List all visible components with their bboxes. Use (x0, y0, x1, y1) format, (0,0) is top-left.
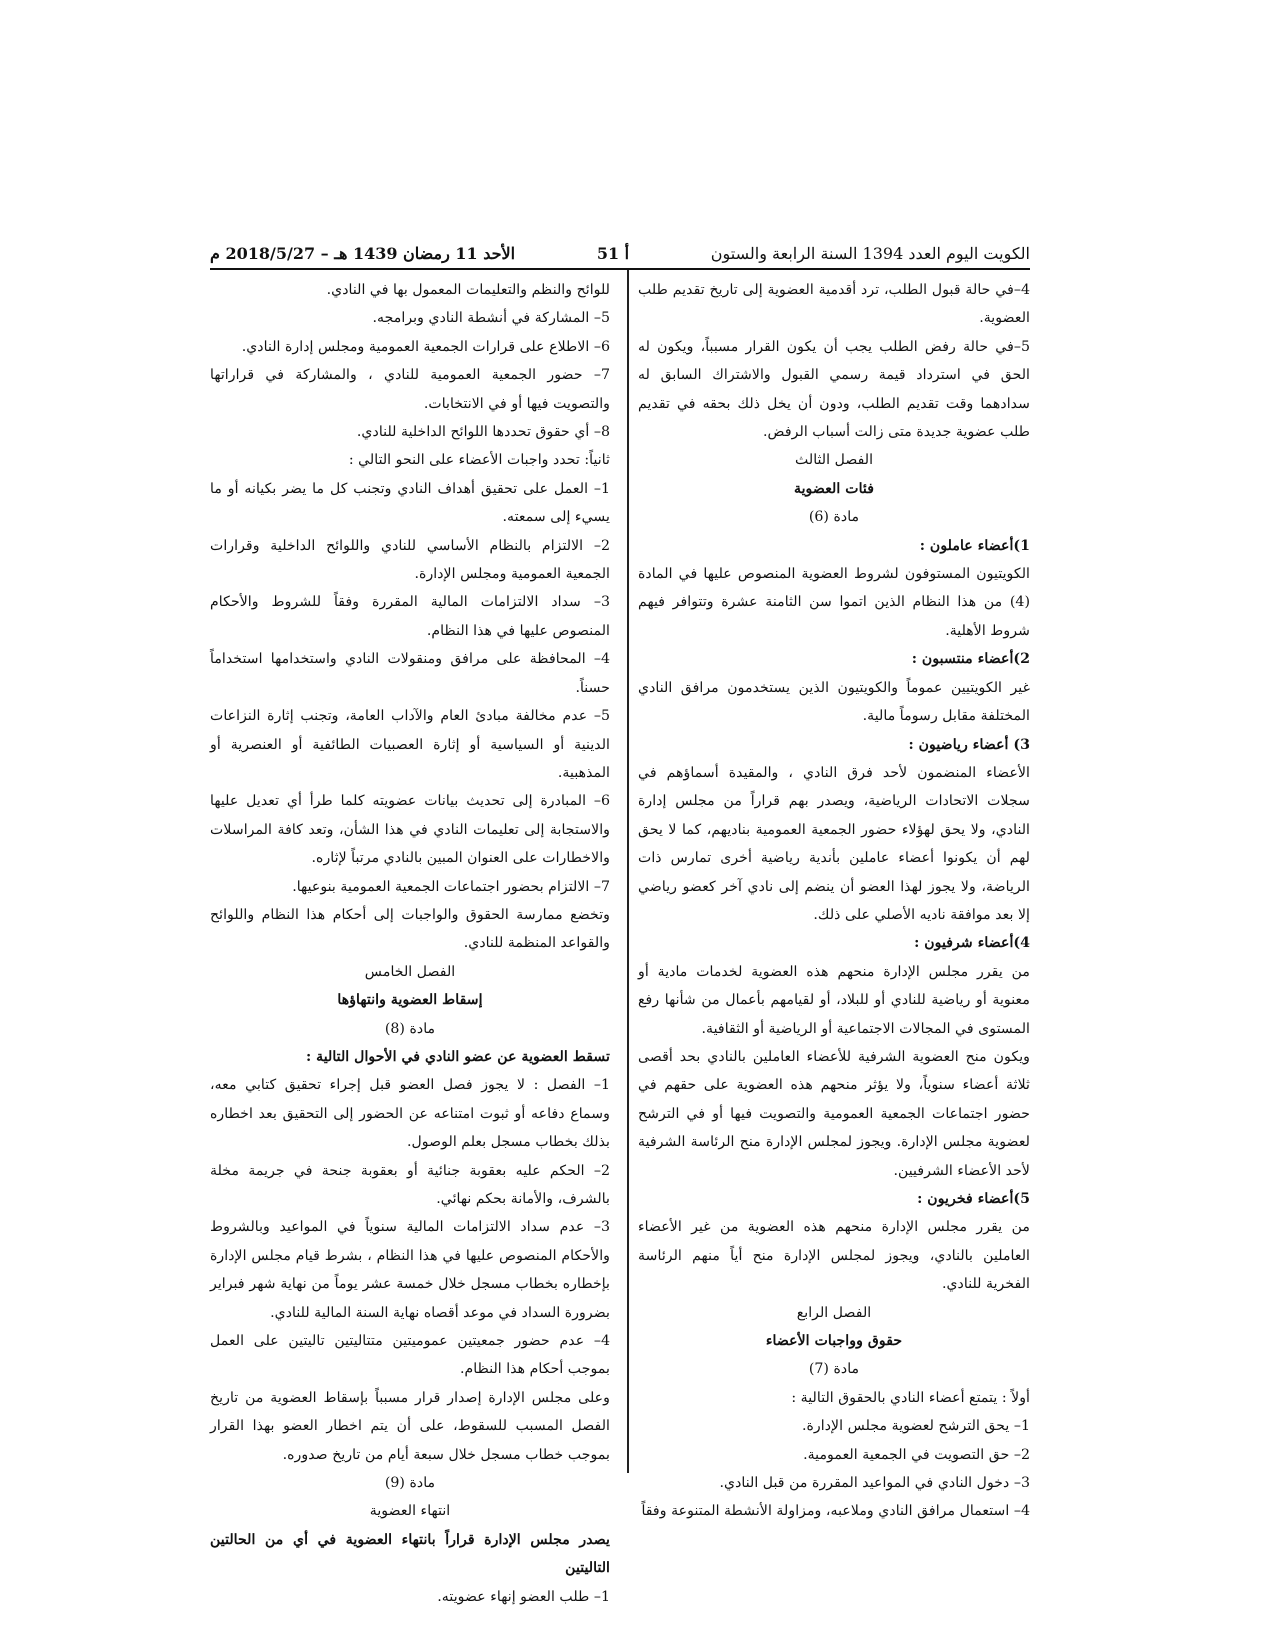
article-heading: مادة (7) (808, 1361, 860, 1378)
page-header (210, 238, 1030, 270)
list-item: 2– الالتزام بالنظام الأساسي للنادي واللوائح الداخلية وقرارات الجمعية العمومية ومجلس الإدارة. (210, 537, 610, 583)
paragraph: 4)أعضاء شرفيون : (914, 935, 1030, 952)
paragraph: وتخضع ممارسة الحقوق والواجبات إلى أحكام هذا النظام واللوائح والقواعد المنظمة للنادي. (210, 906, 610, 952)
list-item: 1– طلب العضو إنهاء عضويته. (437, 1588, 610, 1605)
header-gazette-info: الكويت اليوم العدد 1394 السنة الرابعة والستون (710, 243, 1030, 263)
list-item: 5– المشاركة في أنشطة النادي وبرامجه. (372, 310, 610, 327)
list-item: 1– العمل على تحقيق أهداف النادي وتجنب كل ما يضر بكيانه أو ما يسيء إلى سمعته. (210, 480, 610, 526)
section-title: انتهاء العضوية (369, 1503, 451, 1520)
paragraph: 1)أعضاء عاملون : (919, 537, 1030, 554)
list-item: 8– أي حقوق تحددها اللوائح الداخلية للنادي. (356, 424, 610, 441)
chapter-title: إسقاط العضوية وانتهاؤها (337, 992, 483, 1009)
paragraph: 3) أعضاء رياضيون : (908, 736, 1030, 753)
list-item: 2– حق التصويت في الجمعية العمومية. (803, 1446, 1030, 1463)
list-item: 1– الفصل : لا يجوز فصل العضو قبل إجراء تحقيق كتابي معه، وسماع دفاعه أو ثبوت امتناعه عن الحضور إلى التحقيق بعد اخطاره بذلك بخطاب مسجل بعلم الوصول. (210, 1077, 610, 1151)
paragraph: وعلى مجلس الإدارة إصدار قرار مسبباً بإسقاط العضوية من تاريخ الفصل المسبب للسقوط، على أن يتم اخطار العضو بهذا القرار بموجب خطاب مسجل خلال سبعة أيام من تاريخ صدوره. (210, 1389, 610, 1463)
list-item: 4– عدم حضور جمعيتين عموميتين متتاليتين تاليتين على العمل بموجب أحكام هذا النظام. (210, 1333, 610, 1378)
paragraph: للوائح والنظم والتعليمات المعمول بها في النادي. (326, 282, 610, 298)
column-divider (627, 270, 629, 1473)
article-heading: مادة (8) (384, 1020, 436, 1037)
paragraph: يصدر مجلس الإدارة قراراً بانتهاء العضوية في أي من الحالتين التاليتين (210, 1531, 610, 1577)
paragraph: 5–في حالة رفض الطلب يجب أن يكون القرار مسبباً، ويكون له الحق في استرداد قيمة رسمي القبول والاشتراك السابق له سدادهما وقت تقديم الطلب، ودون أن يخل ذلك بحقه في تقديم طلب عضوية جديدة متى زالت أسباب الرفض. (638, 338, 1030, 441)
page-number: أ 51 (596, 243, 630, 263)
chapter-heading: الفصل الخامس (364, 963, 456, 980)
left-column (210, 276, 610, 1611)
list-item: 5– عدم مخالفة مبادئ العام والآداب العامة، وتجنب إثارة النزاعات الدينية أو السياسية أو إثارة العصبيات الطائفية أو العنصرية أو المذهبية. (210, 708, 610, 781)
paragraph: أولاً : يتمتع أعضاء النادي بالحقوق التالية : (791, 1389, 1030, 1406)
list-item: 3– سداد الالتزامات المالية المقررة وفقاً للشروط والأحكام المنصوص عليها في هذا النظام. (210, 594, 610, 639)
list-item: 6– الاطلاع على قرارات الجمعية العمومية ومجلس إدارة النادي. (241, 338, 610, 355)
chapter-title: فئات العضوية (794, 480, 874, 497)
list-item: 7– حضور الجمعية العمومية للنادي ، والمشاركة في قراراتها والتصويت فيها أو في الانتخابات. (210, 367, 610, 412)
list-item: 1– يحق الترشح لعضوية مجلس الإدارة. (801, 1418, 1030, 1435)
list-item: 3– عدم سداد الالتزامات المالية سنوياً في المواعيد وبالشروط والأحكام المنصوص عليها في هذا النظام ، بشرط قيام مجلس الإدارة بإخطاره بخطاب مسجل خلال خمسة عشر يوماً من نهاية شهر فبراير بضرورة السداد في موعد أقصاه نهاية السنة المالية للنادي. (210, 1219, 610, 1321)
paragraph: 2)أعضاء منتسبون : (911, 651, 1030, 668)
chapter-title: حقوق وواجبات الأعضاء (765, 1333, 903, 1350)
article-heading: مادة (6) (808, 509, 860, 526)
list-item: 6– المبادرة إلى تحديث بيانات عضويته كلما طرأ أي تعديل عليها والاستجابة إلى تعليمات النادي في هذا الشأن، وتعد كافة المراسلات والاخطارات على العنوان المبين بالنادي مرتباً لإثاره. (210, 793, 610, 867)
right-column (638, 276, 1030, 1526)
chapter-heading: الفصل الثالث (794, 452, 874, 469)
paragraph: تسقط العضوية عن عضو النادي في الأحوال التالية : (305, 1048, 610, 1065)
header-date: الأحد 11 رمضان 1439 هـ – 2018/5/27 م (210, 243, 516, 263)
list-item: 3– دخول النادي في المواعيد المقررة من قبل النادي. (719, 1475, 1030, 1492)
list-item: 7– الالتزام بحضور اجتماعات الجمعية العمومية بنوعيها. (292, 878, 610, 895)
paragraph: من يقرر مجلس الإدارة منحهم هذه العضوية من غير الأعضاء العاملين بالنادي، ويجوز لمجلس الإدارة منح أياً منهم الرئاسة الفخرية للنادي. (638, 1219, 1030, 1293)
paragraph: غير الكويتيين عموماً والكويتيون الذين يستخدمون مرافق النادي المختلفة مقابل رسوماً مالية. (638, 679, 1030, 725)
paragraph: الكويتيون المستوفون لشروط العضوية المنصوص عليها في المادة (4) من هذا النظام الذين اتموا سن الثامنة عشرة وتتوافر فيهم شروط الأهلية. (638, 566, 1030, 639)
chapter-heading: الفصل الرابع (796, 1304, 872, 1321)
paragraph: ثانياً: تحدد واجبات الأعضاء على النحو التالي : (348, 452, 610, 469)
article-heading: مادة (9) (384, 1475, 436, 1492)
paragraph: 5)أعضاء فخريون : (917, 1191, 1030, 1207)
list-item: 2– الحكم عليه بعقوبة جنائية أو بعقوبة جنحة في جريمة مخلة بالشرف، والأمانة بحكم نهائي. (210, 1162, 610, 1207)
paragraph: من يقرر مجلس الإدارة منحهم هذه العضوية لخدمات مادية أو معنوية أو رياضية للنادي أو للبلاد، أو لقيامهم بأعمال من شأنها رفع المستوى في المجالات الاجتماعية أو الرياضية أو الثقافية. (638, 963, 1030, 1037)
list-item: 4– المحافظة على مرافق ومنقولات النادي واستخدامها استخداماً حسناً. (210, 651, 610, 696)
paragraph: 4–في حالة قبول الطلب، ترد أقدمية العضوية إلى تاريخ تقديم طلب العضوية. (638, 282, 1030, 327)
paragraph: ويكون منح العضوية الشرفية للأعضاء العاملين بالنادي بحد أقصى ثلاثة أعضاء سنوياً، ولا يؤثر منحهم هذه العضوية على حقهم في حضور اجتماعات الجمعية العمومية والتصويت فيها أو في الترشح لعضوية مجلس الإدارة. ويجوز لمجلس الإدارة منح الرئاسة الشرفية لأحد الأعضاء الشرفيين. (638, 1048, 1030, 1179)
list-item: 4– استعمال مرافق النادي وملاعبه، ومزاولة الأنشطة المتنوعة وفقاً (641, 1503, 1030, 1520)
paragraph: الأعضاء المنضمون لأحد فرق النادي ، والمقيدة أسماؤهم في سجلات الاتحادات الرياضية، ويصدر بهم قراراً من مجلس إدارة النادي، ولا يحق لهؤلاء حضور الجمعية العمومية بناديهم، كما لا يحق لهم أن يكونوا أعضاء عاملين بأندية رياضية أخرى تمارس ذات الرياضة، ولا يجوز لهذا العضو أن ينضم إلى نادي آخر كعضو رياضي إلا بعد موافقة ناديه الأصلي على ذلك. (638, 764, 1030, 923)
